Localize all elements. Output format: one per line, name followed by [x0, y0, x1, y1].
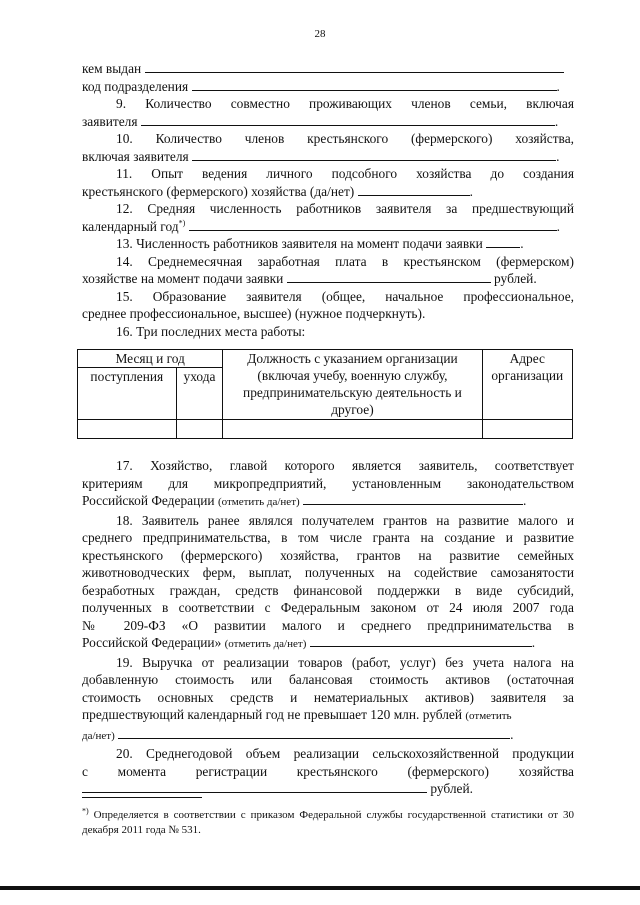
item-20-line-2: с момента регистрации крестьянского (фермерского) хозяйства	[82, 763, 574, 779]
issued-by-label: кем выдан	[82, 61, 142, 76]
micro-enterprise-field[interactable]	[303, 492, 523, 505]
item-20-line-3	[82, 780, 574, 798]
annual-sales-field[interactable]	[82, 780, 427, 793]
prior-grants-field[interactable]	[310, 634, 532, 647]
item-14-line-1: 14. Среднемесячная заработная плата в крестьянском (фермерском)	[116, 253, 574, 269]
division-code-row: код подразделения .	[82, 78, 560, 94]
item-12-text: календарный год	[82, 218, 179, 234]
position-cell[interactable]	[223, 420, 482, 439]
item-19-line-5: да/нет) .	[82, 726, 514, 742]
form-body	[82, 60, 574, 340]
start-date-cell[interactable]	[78, 420, 177, 439]
item-17-text: Российской Федерации	[82, 493, 215, 508]
item-12-line-1: 12. Средняя численность работников заявителя за предшествующий	[116, 201, 574, 216]
item-18-hint: (отметить да/нет)	[224, 638, 307, 650]
item-19-text: предшествующий календарный год не превышает 120 млн. рублей	[82, 707, 463, 722]
item-18-line-4: животноводческих ферм, выплат, полученных на содействие самозанятости	[82, 565, 574, 580]
item-9-text: заявителя	[82, 113, 138, 129]
end-date-cell[interactable]	[176, 420, 223, 439]
item-17-hint: (отметить да/нет)	[217, 496, 300, 508]
item-13-text: 13. Численность работников заявителя на момент подачи заявки	[116, 236, 483, 251]
item-14-line-2	[82, 270, 574, 288]
item-10-text: включая заявителя	[82, 148, 189, 164]
page-number: 28	[314, 28, 326, 40]
footnote-divider	[82, 797, 202, 798]
work-history-table	[77, 349, 573, 439]
item-19-hint: (отметить	[465, 710, 512, 722]
division-code-field[interactable]	[192, 78, 557, 91]
item-18-line-1: 18. Заявитель ранее являлся получателем грантов на развитие малого и	[116, 512, 574, 528]
issued-by-row	[82, 60, 574, 78]
item-16-line: 16. Три последних места работы:	[116, 323, 306, 339]
division-code-label: код подразделения	[82, 78, 189, 94]
item-20-line-1: 20. Среднегодовой объем реализации сельскохозяйственной продукции	[116, 746, 574, 761]
item-17-line-1: 17. Хозяйство, главой которого является заявитель, соответствует	[116, 458, 574, 473]
item-14-unit: рублей.	[494, 271, 537, 286]
item-20-unit: рублей.	[430, 781, 474, 796]
item-9-line-2: заявителя .	[82, 113, 559, 129]
avg-staff-field[interactable]	[189, 218, 557, 231]
item-17-line-3: Российской Федерации (отметить да/нет) .	[82, 493, 527, 508]
item-11-line-1: 11. Опыт ведения личного подсобного хозяйства до создания	[116, 166, 574, 181]
footnote	[82, 808, 574, 838]
item-10-line-2: включая заявителя .	[82, 148, 560, 164]
footnote-text: Определяется в соответствии с приказом Федеральной службы государственной статистики от 30 декабря 2011 года № 531.	[82, 809, 575, 836]
farm-members-field[interactable]	[192, 148, 556, 161]
item-14-text: хозяйстве на момент подачи заявки	[82, 271, 284, 286]
item-15-line-1: 15. Образование заявителя (общее, начальное профессиональное,	[116, 288, 574, 304]
family-members-field[interactable]	[141, 113, 555, 126]
item-18-line-8: Российской Федерации» (отметить да/нет) .	[82, 635, 536, 650]
item-19-line-3: стоимость основных средств и нематериальных активов) заявителя за	[82, 689, 574, 705]
form-body-2	[82, 457, 574, 798]
item-11-text: крестьянского (фермерского) хозяйства (да/нет)	[82, 183, 355, 199]
month-year-header: Месяц и год	[78, 350, 223, 368]
start-date-header: поступления	[78, 368, 177, 420]
item-18-line-2: среднего предпринимательства, в том числе гранта на создание и развитие	[82, 530, 574, 545]
position-header: Должность с указанием организации (включая учебу, военную службу, предпринимательскую деятельность и другое)	[223, 350, 482, 420]
item-18-line-7: № 209-ФЗ «О развитии малого и среднего предпринимательства в	[82, 617, 574, 633]
item-19-hint-2: да/нет)	[82, 729, 115, 742]
item-9-line-1: 9. Количество совместно проживающих членов семьи, включая	[116, 96, 574, 111]
address-header: Адрес организации	[482, 350, 572, 420]
revenue-field[interactable]	[118, 726, 510, 739]
item-10-line-1: 10. Количество членов крестьянского (фермерского) хозяйства,	[116, 131, 574, 146]
item-13-line: 13. Численность работников заявителя на момент подачи заявки .	[116, 236, 524, 251]
item-11-line-2: крестьянского (фермерского) хозяйства (да/нет) .	[82, 183, 473, 199]
item-15-line-2: среднее профессиональное, высшее) (нужное подчеркнуть).	[82, 306, 426, 321]
avg-salary-field[interactable]	[287, 270, 491, 283]
farming-experience-field[interactable]	[358, 183, 470, 196]
address-cell[interactable]	[482, 420, 572, 439]
item-18-line-6: полученных в соответствии с Федеральным законом от 24 июля 2007 года	[82, 600, 574, 615]
footnote-mark: *)	[82, 806, 89, 816]
footnote-ref: *)	[178, 218, 186, 228]
item-18-text: Российской Федерации»	[82, 635, 222, 650]
bottom-scan-bar	[0, 886, 640, 890]
item-17-line-2: критериям для микропредприятий, установленным законодательством	[82, 475, 574, 491]
item-18-line-3: крестьянского (фермерского) хозяйства, грантов на развитие семейных	[82, 547, 574, 563]
issued-by-field[interactable]	[145, 60, 564, 73]
item-19-line-4	[82, 706, 574, 726]
item-19-line-2: добавленную стоимость или балансовая стоимость активов (остаточная	[82, 672, 574, 687]
item-12-line-2: календарный год*) .	[82, 218, 560, 234]
item-18-line-5: безработных граждан, средств финансовой поддержки в виде субсидий,	[82, 582, 574, 598]
end-date-header: ухода	[176, 368, 223, 420]
staff-count-field[interactable]	[486, 235, 520, 248]
item-19-line-1: 19. Выручка от реализации товаров (работ, услуг) без учета налога на	[116, 654, 574, 670]
